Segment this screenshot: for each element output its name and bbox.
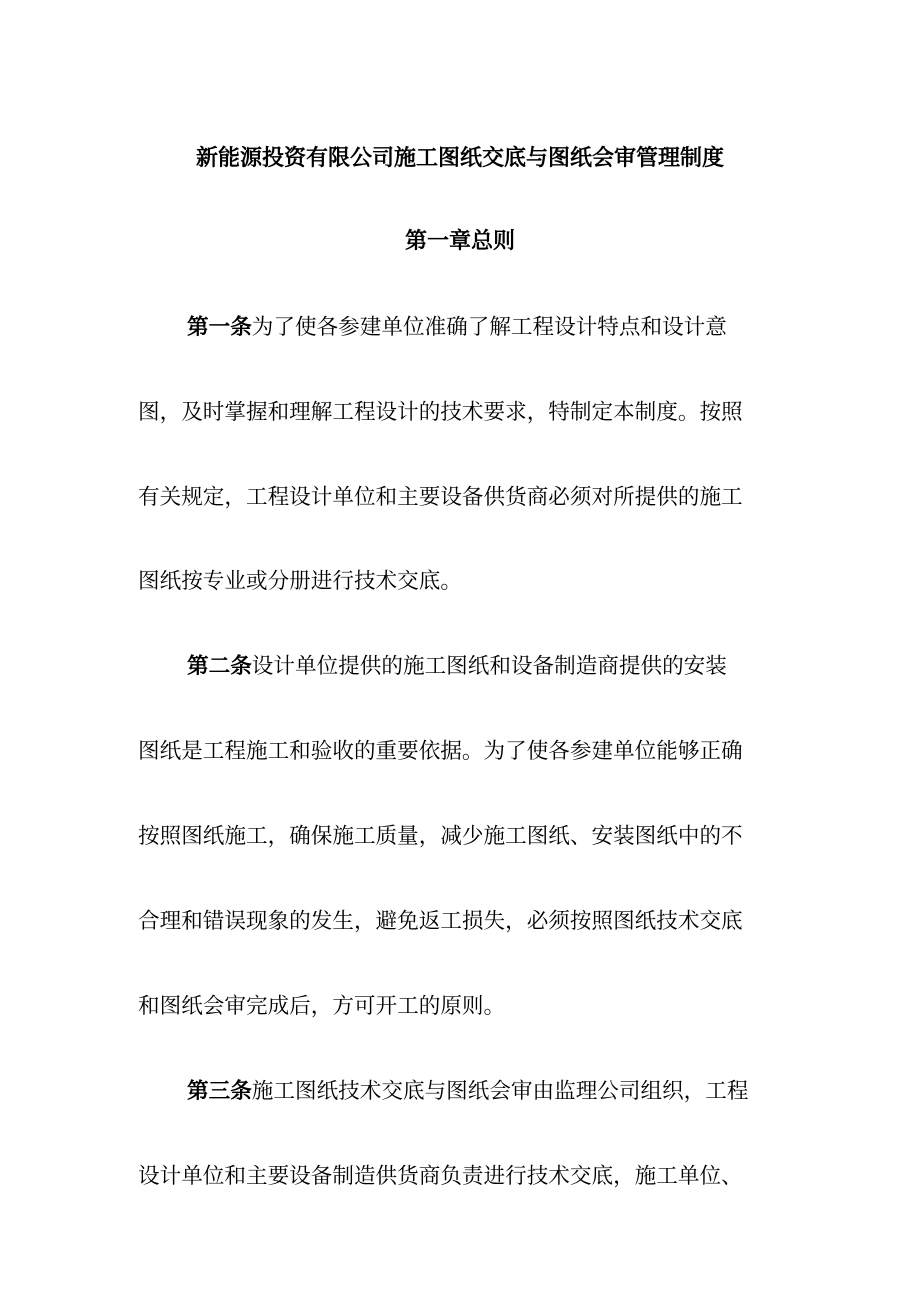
article-1-line-4: 图纸按专业或分册进行技术交底。 — [138, 569, 462, 594]
article-3-label: 第三条 — [187, 1079, 252, 1104]
article-3-line-2: 设计单位和主要设备制造供货商负责进行技术交底，施工单位、 — [138, 1164, 743, 1189]
document-title: 新能源投资有限公司施工图纸交底与图纸会审管理制度 — [195, 146, 724, 171]
article-3-line-1 — [187, 1077, 748, 1107]
article-2-line-3: 按照图纸施工，确保施工质量，减少施工图纸、安装图纸中的不 — [138, 824, 743, 849]
article-1-line-3: 有关规定，工程设计单位和主要设备供货商必须对所提供的施工 — [138, 485, 743, 510]
article-2-label: 第二条 — [187, 654, 252, 679]
article-1-text: 为了使各参建单位准确了解工程设计特点和设计意 — [251, 315, 727, 340]
article-1-label: 第一条 — [187, 315, 252, 340]
article-2-line-4: 合理和错误现象的发生，避免返工损失，必须按照图纸技术交底 — [138, 909, 743, 934]
article-2-line-1 — [187, 652, 727, 682]
article-2-line-2: 图纸是工程施工和验收的重要依据。为了使各参建单位能够正确 — [138, 739, 743, 764]
article-2-line-5: 和图纸会审完成后，方可开工的原则。 — [138, 994, 506, 1019]
article-1-line-2: 图，及时掌握和理解工程设计的技术要求，特制定本制度。按照 — [138, 400, 743, 425]
chapter-title: 第一章总则 — [404, 229, 515, 254]
article-3-text: 施工图纸技术交底与图纸会审由监理公司组织，工程 — [251, 1079, 749, 1104]
article-2-text: 设计单位提供的施工图纸和设备制造商提供的安装 — [251, 654, 727, 679]
article-1-line-1 — [187, 313, 727, 343]
